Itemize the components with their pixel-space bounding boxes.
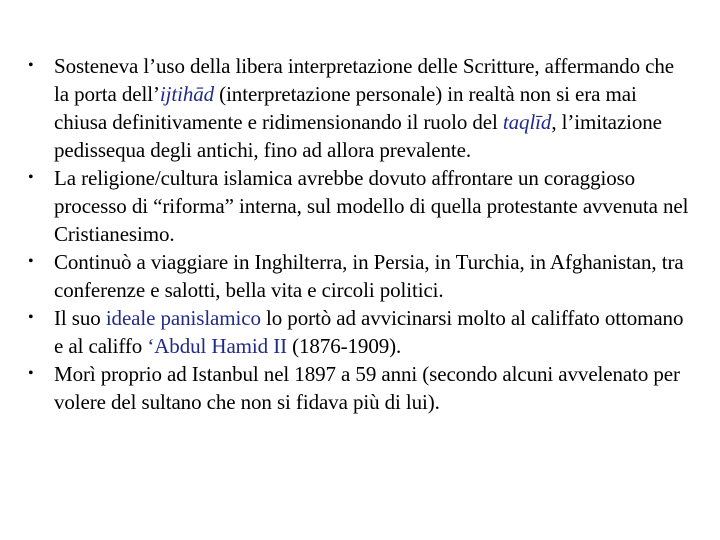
bullet-icon: • (28, 365, 34, 382)
text-segment: Il suo (54, 306, 106, 330)
text-segment: La religione/cultura islamica avrebbe dovuto affrontare un coraggioso processo di “riforma” interna, sul modello di quella protestante avvenuta nel Cristianesimo. (54, 166, 689, 246)
text-segment: (interpretazione personale) in realtà non si era mai chiusa definitivamente e ridimensionando il ruolo del (54, 82, 637, 134)
text-segment: Continuò a viaggiare in Inghilterra, in Persia, in Turchia, in Afghanistan, tra conferenze e salotti, bella vita e circoli politici. (54, 250, 684, 302)
bullet-text (54, 362, 680, 414)
bullet-item (28, 248, 692, 304)
bullet-icon: • (28, 309, 34, 326)
text-segment: Morì proprio ad Istanbul nel 1897 a 59 anni (secondo alcuni avvelenato per volere del sultano che non si fidava più di lui). (54, 362, 680, 414)
bullet-text (54, 306, 683, 358)
term-abdul-hamid: ‘Abdul Hamid II (147, 334, 287, 358)
term-ideale-panislamico: ideale panislamico (105, 306, 261, 330)
bullet-item (28, 360, 692, 416)
bullet-text (54, 166, 688, 246)
bullet-icon: • (28, 169, 34, 186)
term-ijtihad: ijtihād (159, 82, 215, 106)
bullet-text (54, 54, 674, 162)
bullet-item (28, 304, 692, 360)
term-taqlid: taqlīd (502, 110, 552, 134)
bullet-text (54, 250, 684, 302)
text-segment: Sosteneva l’uso della libera interpretazione delle Scritture, affermando che la porta dell’ (54, 54, 675, 106)
text-segment: , l’imitazione pedissequa degli antichi, fino ad allora prevalente. (54, 110, 662, 162)
bullet-icon: • (28, 253, 34, 270)
bullet-item (28, 164, 692, 248)
bullet-item (28, 52, 692, 164)
bullet-list (28, 52, 692, 416)
text-segment: lo portò ad avvicinarsi molto al califfato ottomano e al califfo (54, 306, 684, 358)
bullet-icon: • (28, 57, 34, 74)
text-segment: (1876-1909). (286, 334, 402, 358)
